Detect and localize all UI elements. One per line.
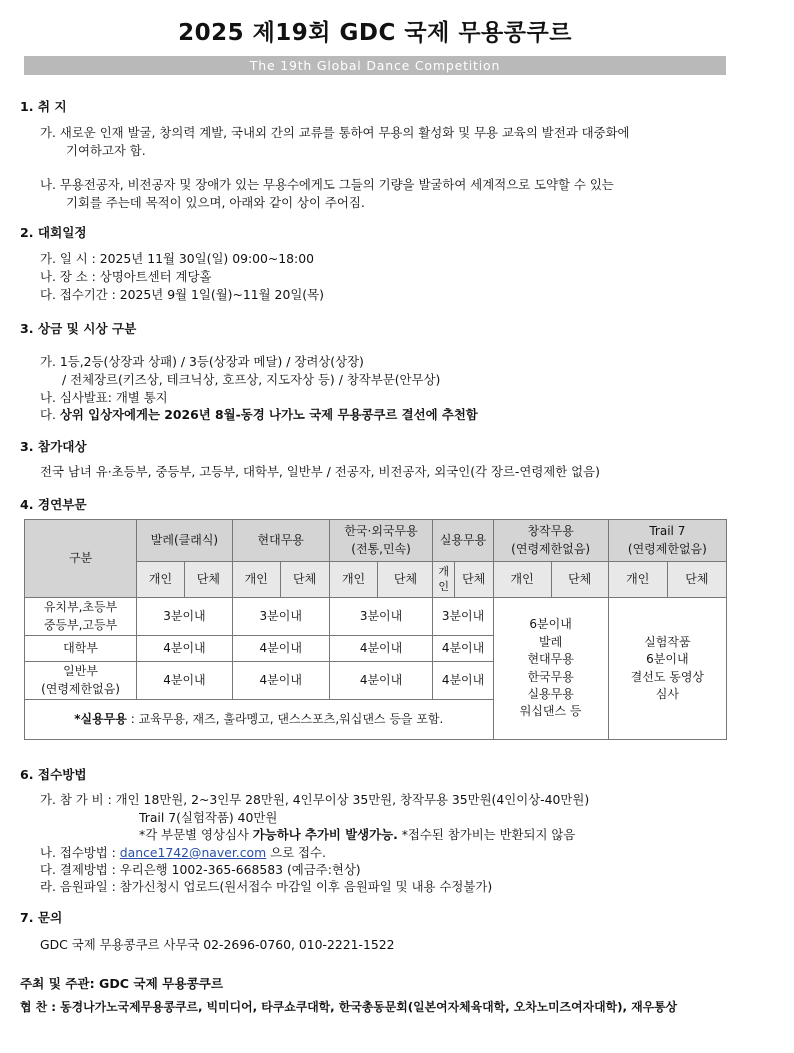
limit-practical-general: 4분이내 (433, 662, 493, 700)
purpose-item-ga-line2: 기여하고자 함. (66, 143, 146, 158)
creative-merged-cell (493, 598, 608, 740)
practical-dance-note (25, 700, 494, 740)
purpose-item-na-line1: 나. 무용전공자, 비전공자 및 장애가 있는 무용수에게도 그들의 기량을 발굴하여 세계적으로 도약할 수 있는 (40, 177, 614, 192)
apply-prefix: 나. 접수방법 : (40, 845, 120, 860)
purpose-item-na-line2: 기회를 주는데 목적이 있으며, 아래와 같이 상이 주어짐. (66, 195, 365, 210)
row-label-youth (25, 598, 137, 636)
header-korean-line1: 한국·외국무용 (344, 524, 418, 539)
prizes-item-ga-line2: / 전체장르(키즈상, 테크닉상, 호프상, 지도자상 등) / 창작부문(안무상) (62, 372, 441, 387)
limit-modern-youth: 3분이내 (232, 598, 329, 636)
header-ballet: 발레(클래식) (137, 520, 233, 562)
inquiry-text: GDC 국제 무용콩쿠르 사무국 02-2696-0760, 010-2221-1522 (40, 937, 395, 952)
eligibility-text: 전국 남녀 유·초등부, 중등부, 고등부, 대학부, 일반부 / 전공자, 비전공자, 외국인(각 장르-연령제한 없음) (40, 464, 600, 479)
creative-line: 6분이내 (529, 617, 572, 632)
row-label-general-line1: 일반부 (63, 664, 98, 679)
section-inquiry-heading: 7. 문의 (20, 910, 63, 925)
creative-line: 현대무용 (527, 652, 574, 667)
limit-practical-university: 4분이내 (433, 636, 493, 662)
sub-solo-narrow (433, 562, 454, 598)
section-schedule-heading: 2. 대회일정 (20, 225, 87, 240)
row-label-youth-line2: 중등부,고등부 (43, 617, 118, 632)
section-eligibility-heading: 3. 참가대상 (20, 439, 87, 454)
header-modern: 현대무용 (232, 520, 329, 562)
fee-line3-a: *각 부문별 영상심사 (139, 827, 253, 842)
apply-suffix: 으로 접수. (266, 845, 326, 860)
schedule-period: 다. 접수기간 : 2025년 9월 1일(월)~11월 20일(목) (40, 287, 324, 302)
trail-line: 심사 (655, 686, 679, 701)
header-korean-foreign (329, 520, 433, 562)
fee-line3 (139, 825, 575, 843)
header-korean-line2: (전통,민속) (351, 541, 411, 556)
creative-line: 발레 (539, 634, 563, 649)
row-label-general (25, 662, 137, 700)
header-gubun: 구분 (25, 520, 137, 598)
section-prizes-heading: 3. 상금 및 시상 구분 (20, 321, 137, 336)
prizes-item-da (40, 405, 478, 423)
sub-group: 단체 (280, 562, 329, 598)
header-trail-line2: (연령제한없음) (627, 541, 707, 556)
schedule-place: 나. 장 소 : 상명아트센터 계당홀 (40, 269, 212, 284)
limit-modern-general: 4분이내 (232, 662, 329, 700)
sub-group: 단체 (551, 562, 608, 598)
purpose-item-ga-line1: 가. 새로운 인재 발굴, 창의력 계발, 국내외 간의 교류를 통하여 무용의 활성화 및 무용 교육의 발전과 대중화에 (40, 125, 630, 140)
limit-korean-youth: 3분이내 (329, 598, 433, 636)
fee-line3-b: 가능하나 추가비 발생가능. (252, 827, 398, 842)
sub-solo-narrow-2: 인 (438, 579, 449, 593)
trail-line: 결선도 동영상 (630, 669, 705, 684)
fee-line3-c: *접수된 참가비는 반환되지 않음 (397, 827, 576, 842)
sub-group: 단체 (378, 562, 433, 598)
section-categories-heading: 4. 경연부문 (20, 497, 87, 512)
limit-practical-youth: 3분이내 (433, 598, 493, 636)
limit-ballet-general: 4분이내 (137, 662, 233, 700)
apply-email-link[interactable]: dance1742@naver.com (119, 845, 267, 860)
trail7-merged-cell (608, 598, 726, 740)
page-title: 2025 제19회 GDC 국제 무용콩쿠르 (178, 20, 572, 46)
sponsors-label: 협 찬 : (20, 1000, 57, 1014)
sub-solo: 개인 (493, 562, 551, 598)
limit-korean-general: 4분이내 (329, 662, 433, 700)
limit-ballet-university: 4분이내 (137, 636, 233, 662)
row-label-general-line2: (연령제한없음) (41, 681, 120, 696)
competition-table (24, 519, 727, 740)
header-trail7 (608, 520, 726, 562)
practical-note-label: *실용무용 (74, 711, 127, 726)
trail-line: 실험작품 (644, 634, 691, 649)
subtitle-banner: The 19th Global Dance Competition (24, 56, 726, 75)
prizes-item-na: 나. 심사발표: 개별 통지 (40, 390, 168, 405)
header-practical: 실용무용 (433, 520, 493, 562)
header-creative (493, 520, 608, 562)
limit-ballet-youth: 3분이내 (137, 598, 233, 636)
sub-group: 단체 (454, 562, 493, 598)
prizes-item-da-prefix: 다. (40, 407, 60, 422)
section-purpose-heading: 1. 취 지 (20, 99, 67, 114)
prizes-item-da-bold: 상위 입상자에게는 2026년 8월-동경 나가노 국제 무용콩쿠르 결선에 추천함 (59, 407, 478, 422)
creative-line: 한국무용 (527, 669, 574, 684)
payment-method: 다. 결제방법 : 우리은행 1002-365-668583 (예금주:현상) (40, 862, 361, 877)
section-registration-heading: 6. 접수방법 (20, 767, 87, 782)
sub-solo: 개인 (137, 562, 185, 598)
trail-line: 6분이내 (646, 652, 689, 667)
sub-solo-narrow-1: 개 (438, 565, 449, 579)
header-creative-line1: 창작무용 (527, 524, 574, 539)
sponsors-list: 동경나가노국제무용콩쿠르, 빅미디어, 타쿠쇼쿠대학, 한국총동문회(일본여자체육대학, 오차노미즈여자대학), 재우통상 (60, 1000, 678, 1014)
fee-line2: Trail 7(실험작품) 40만원 (139, 810, 278, 825)
sub-solo: 개인 (329, 562, 378, 598)
sub-group: 단체 (184, 562, 232, 598)
creative-line: 워십댄스 등 (519, 704, 582, 719)
sponsors-line (20, 998, 677, 1015)
creative-line: 실용무용 (527, 686, 574, 701)
fee-line1: 가. 참 가 비 : 개인 18만원, 2~3인무 28만원, 4인무이상 35만원, 창작무용 35만원(4인이상-40만원) (40, 792, 590, 807)
schedule-date: 가. 일 시 : 2025년 11월 30일(일) 09:00~18:00 (40, 251, 315, 266)
apply-method (40, 843, 326, 861)
sub-solo: 개인 (608, 562, 667, 598)
organizer-text: 주최 및 주관: GDC 국제 무용콩쿠르 (20, 976, 223, 991)
practical-note-text: : 교육무용, 재즈, 훌라멩고, 댄스스포츠,워십댄스 등을 포함. (126, 711, 444, 726)
limit-modern-university: 4분이내 (232, 636, 329, 662)
prizes-item-ga-line1: 가. 1등,2등(상장과 상패) / 3등(상장과 메달) / 장려상(상장) (40, 354, 364, 369)
sub-group: 단체 (667, 562, 726, 598)
row-label-university: 대학부 (25, 636, 137, 662)
header-trail-line1: Trail 7 (649, 524, 686, 539)
sub-solo: 개인 (232, 562, 280, 598)
row-label-youth-line1: 유치부,초등부 (43, 600, 118, 615)
music-file: 라. 음원파일 : 참가신청시 업로드(원서접수 마감일 이후 음원파일 및 내용 수정불가) (40, 879, 493, 894)
limit-korean-university: 4분이내 (329, 636, 433, 662)
header-creative-line2: (연령제한없음) (511, 541, 591, 556)
